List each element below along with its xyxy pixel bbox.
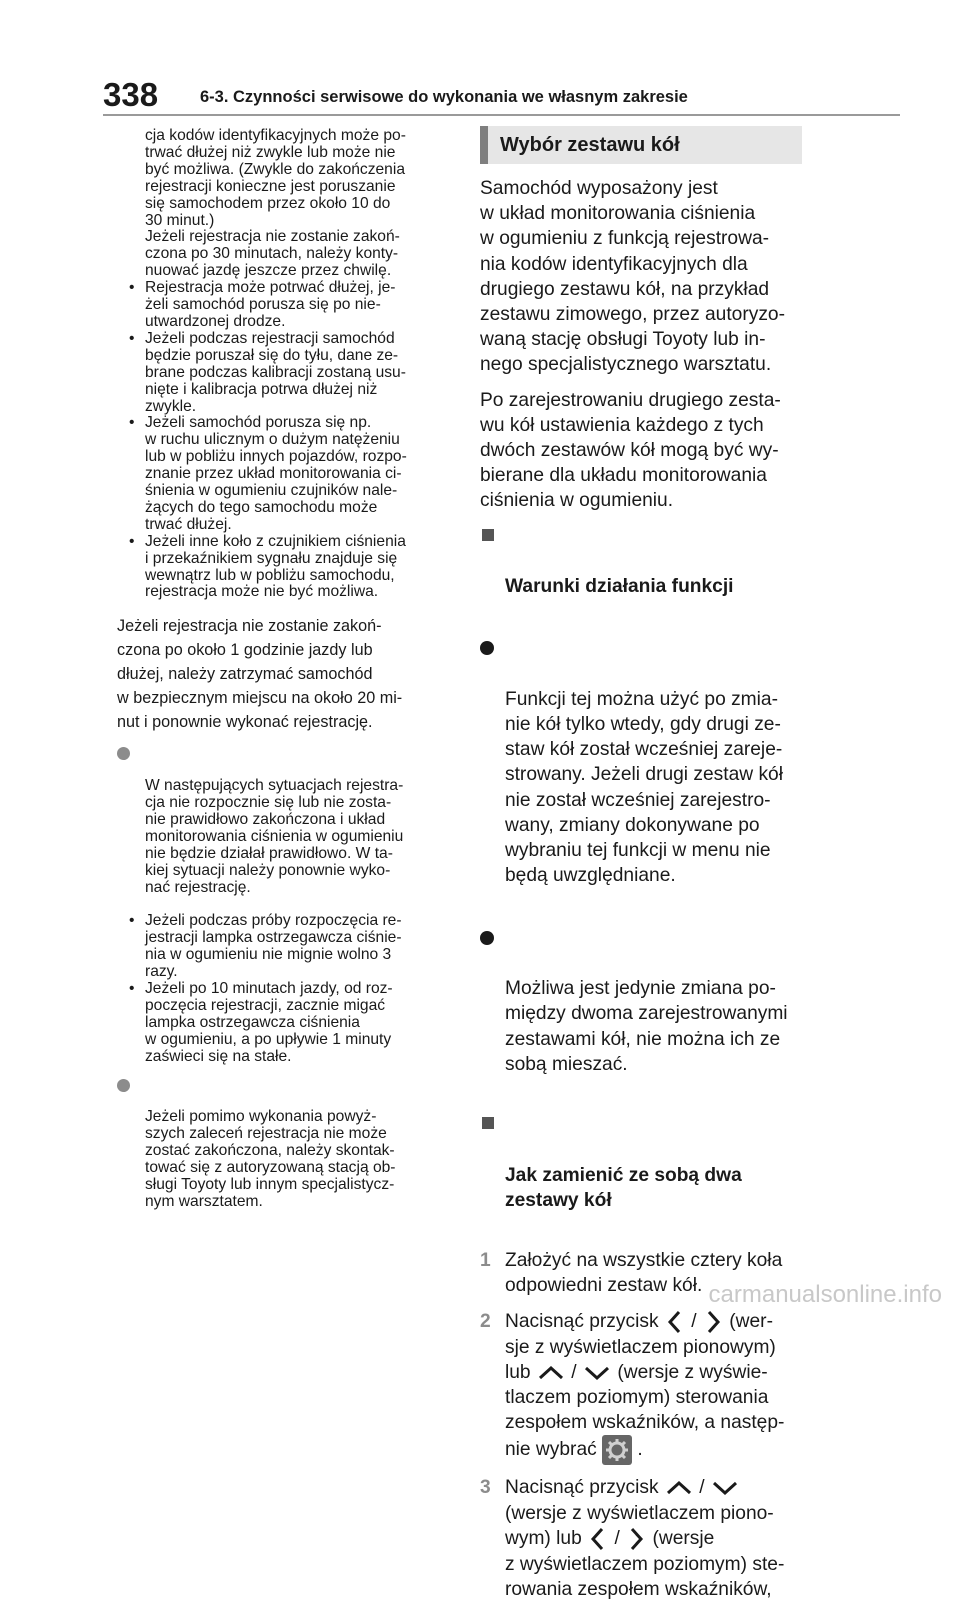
chevron-left-icon (664, 1309, 686, 1335)
chevron-right-icon (625, 1526, 647, 1552)
gear-icon (602, 1435, 632, 1465)
step: 2 Nacisnąć przycisk / (wer- sje z wyświetlaczem pionowym) lub / (wersje z wyświe- tlaczem poziomym) sterowania zespołem wskaźników, a następ- nie wybrać . (480, 1309, 802, 1466)
circle-note: Jeżeli pomimo wykonania powyż- szych zaleceń rejestracja nie może zostać zakończona, należy skontak- tować się z autoryzowaną stacją ob- sługi Toyoty lub innym specjalistycz- nym warsztatem. (117, 1076, 457, 1228)
left-column (117, 128, 457, 1228)
step: 3 Nacisnąć przycisk / (wersje z wyświetlaczem piono- wym) lub / (wersje z wyświetlaczem poziomym) ste- rowania zespołem wskaźników, (480, 1477, 785, 1600)
section-banner: Wybór zestawu kół (480, 126, 802, 164)
list-item: • Rejestracja może potrwać dłużej, je- żeli samochód porusza się po nie- utwardzonej drodze. (129, 279, 396, 330)
step-number: 1 (480, 1250, 491, 1272)
dot-bullet-icon (480, 641, 494, 655)
bullet-item: Możliwa jest jedynie zmiana po- między dwoma zarejestrowanymi zestawami kół, nie można ich ze sobą mieszać. (480, 926, 802, 1102)
continued-text: cja kodów identyfikacyjnych może po- trwać dłużej niż zwykle lub może nie być możliwa. (Zwykle do zakończenia rejestracji konieczne jest poruszanie się samochodem przez około 10 do 30 minut.) Jeżeli rejestracja nie zostanie zakoń- czona po 30 minutach, należy konty- nuować jazdę jeszcze przez chwilę. (145, 127, 406, 280)
list-item: • Jeżeli po 10 minutach jazdy, od roz- poczęcia rejestracji, zacznie migać lampka ostrzegawcza ciśnienia w ogumieniu, a po upływie 1 minuty zaświeci się na stałe. (129, 980, 393, 1065)
step-text: Założyć na wszystkie cztery koła odpowiedni zestaw kół. (505, 1250, 783, 1297)
chevron-up-icon (664, 1478, 694, 1498)
paragraph: Samochód wyposażony jest w układ monitorowania ciśnienia w ogumieniu z funkcją rejestrowa- nia kodów identyfikacyjnych dla drugiego zestawu kół, na przykład zestawu zimowego, przez autoryzo- waną stację obsługi Toyoty lub in- nego specjalistycznego warsztatu. (480, 178, 785, 376)
list-item: • Jeżeli podczas rejestracji samochód będzie poruszał się do tyłu, dane ze- brane podczas kalibracji zostaną usu- nięte i kalibracja potrwa dłużej niż zwykle. (129, 329, 406, 415)
chevron-right-icon (702, 1309, 724, 1335)
chevron-up-icon (536, 1363, 566, 1383)
header-rule (103, 114, 900, 116)
chevron-left-icon (587, 1526, 609, 1552)
square-bullet-icon (482, 529, 494, 541)
dot-bullet-icon (480, 931, 494, 945)
list-item: • Jeżeli podczas próby rozpoczęcia re- jestracji lampka ostrzegawcza ciśnie- nia w ogumieniu nie mignie wolno 3 razy. (129, 912, 402, 981)
watermark: carmanualsonline.info (708, 1281, 942, 1308)
list-item: • Jeżeli samochód porusza się np. w ruchu ulicznym o dużym natężeniu lub w pobliżu innych pojazdów, rozpo- znanie przez układ monitorowania ci- śnienia w ogumieniu czujników nale- żących do tego samochodu może trwać dłużej. (129, 414, 407, 533)
right-column (480, 126, 802, 1602)
paragraph: Jeżeli rejestracja nie zostanie zakoń- czona po około 1 godzinie jazdy lub dłużej, należy zatrzymać samochód w bezpiecznym miejscu na około 20 mi- nut i ponownie wykonać rejestrację. (117, 617, 403, 732)
chevron-down-icon (710, 1478, 740, 1498)
subheading: Jak zamienić ze sobą dwa zestawy kół (480, 1112, 802, 1238)
paragraph: Po zarejestrowaniu drugiego zesta- wu kół ustawienia każdego z tych dwóch zestawów kół mogą być wy- bierane dla układu monitorowania ciśnienia w ogumieniu. (480, 389, 781, 512)
square-bullet-icon (482, 1117, 494, 1129)
circle-bullet-icon (117, 1079, 130, 1092)
step-number: 3 (480, 1477, 491, 1499)
page-number: 338 (103, 76, 159, 113)
circle-bullet-icon (117, 747, 130, 760)
list-item: • Jeżeli inne koło z czujnikiem ciśnienia i przekaźnikiem sygnału znajduje się wewnątrz lub w pobliżu samochodu, rejestracja może nie być możliwa. (129, 532, 406, 601)
subheading: Warunki działania funkcji (480, 524, 802, 625)
chevron-down-icon (582, 1363, 612, 1383)
step-number: 2 (480, 1310, 491, 1332)
section-title: 6-3. Czynności serwisowe do wykonania we własnym zakresie (200, 88, 688, 106)
bullet-item: Funkcji tej można użyć po zmia- nie kół tylko wtedy, gdy drugi ze- staw kół został wcześniej zareje- strowany. Jeżeli drugi zestaw kół nie został wcześniej zarejestro- wany, zmiany dokonywane po wybraniu tej funkcji w menu nie będą uwzględniane. (480, 636, 802, 913)
circle-note: W następujących sytuacjach rejestra- cja nie rozpocznie się lub nie zosta- nie prawidłowo zakończona i układ monitorowania ciśnienia w ogumieniu nie będzie działał prawidłowo. W ta- kiej sytuacji należy ponownie wyko- nać rejestrację. (117, 744, 457, 913)
